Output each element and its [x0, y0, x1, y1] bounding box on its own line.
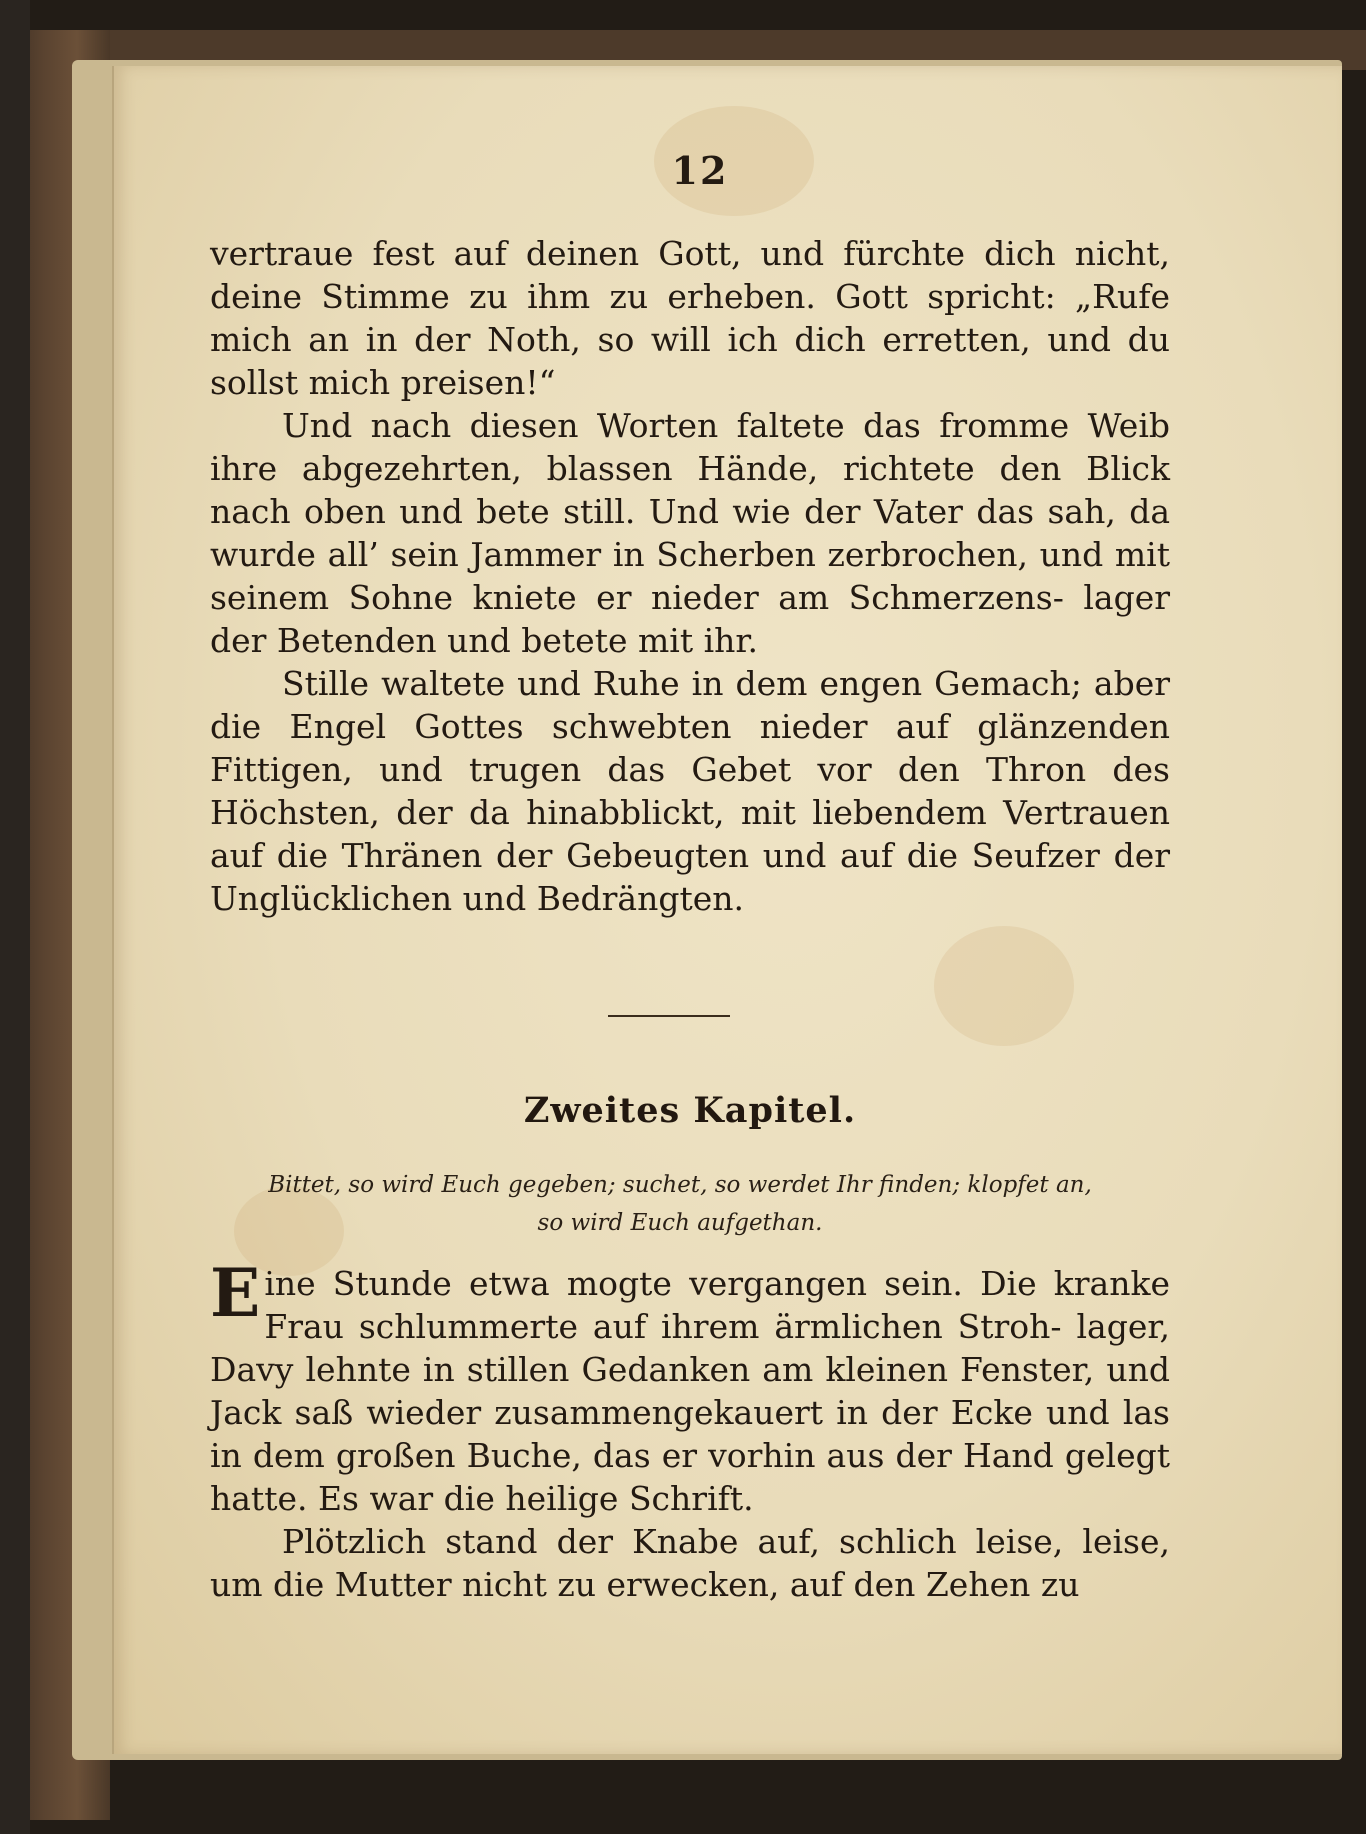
- section-divider: [608, 1015, 730, 1017]
- paragraph: Plötzlich stand der Knabe auf, schlich leise, leise, um die Mutter nicht zu erwecken, auf den Zehen zu: [210, 1522, 1170, 1604]
- body-text-bottom: [210, 1254, 1170, 1606]
- paragraph: Stille waltete und Ruhe in dem engen Gemach; aber die Engel Gottes schwebten nieder auf glänzenden Fittigen, und trugen das Gebet vor den Thron des Höchsten, der da hinabblickt, mit liebendem Vertrauen auf die Thränen der Gebeugten und auf die Seufzer der Unglücklichen und Bedrängten.: [210, 664, 1170, 918]
- paragraph: Und nach diesen Worten faltete das fromme Weib ihre abgezehrten, blassen Hände, richtete den Blick nach oben und bete still. Und wie der Vater das sah, da wurde all’ sein Jammer in Scherben zerbrochen, und mit seinem Sohne kniete er nieder am Schmerzens- lager der Betenden und betete mit ihr.: [210, 406, 1170, 660]
- page-number: 12: [671, 148, 729, 193]
- epigraph-line: so wird Euch aufgethan.: [537, 1210, 823, 1236]
- epigraph-line: Bittet, so wird Euch gegeben; suchet, so werdet Ihr finden; klopfet an,: [268, 1172, 1092, 1198]
- chapter-title: Zweites Kapitel.: [523, 1090, 857, 1131]
- chapter-first-paragraph: [210, 1254, 1170, 1520]
- body-text-top: [210, 232, 1170, 920]
- paper-stain: [934, 926, 1074, 1046]
- paragraph: vertraue fest auf deinen Gott, und fürchte dich nicht, deine Stimme zu ihm zu erheben. Gott spricht: „Rufe mich an in der Noth, so will ich dich erretten, und du sollst mich preisen!“: [210, 234, 1170, 402]
- epigraph: [205, 1166, 1155, 1242]
- book-spine: [0, 0, 30, 1834]
- paragraph-text: ine Stunde etwa mogte vergangen sein. Die kranke Frau schlummerte auf ihrem ärmlichen Stroh- lager, Davy lehnte in stillen Gedanken am kleinen Fenster, und Jack saß wieder zusammengekauert in der Ecke und las in dem großen Buche, das er vorhin aus der Hand gelegt hatte. Es war die heilige Schrift.: [210, 1264, 1170, 1518]
- drop-cap: E: [210, 1254, 261, 1332]
